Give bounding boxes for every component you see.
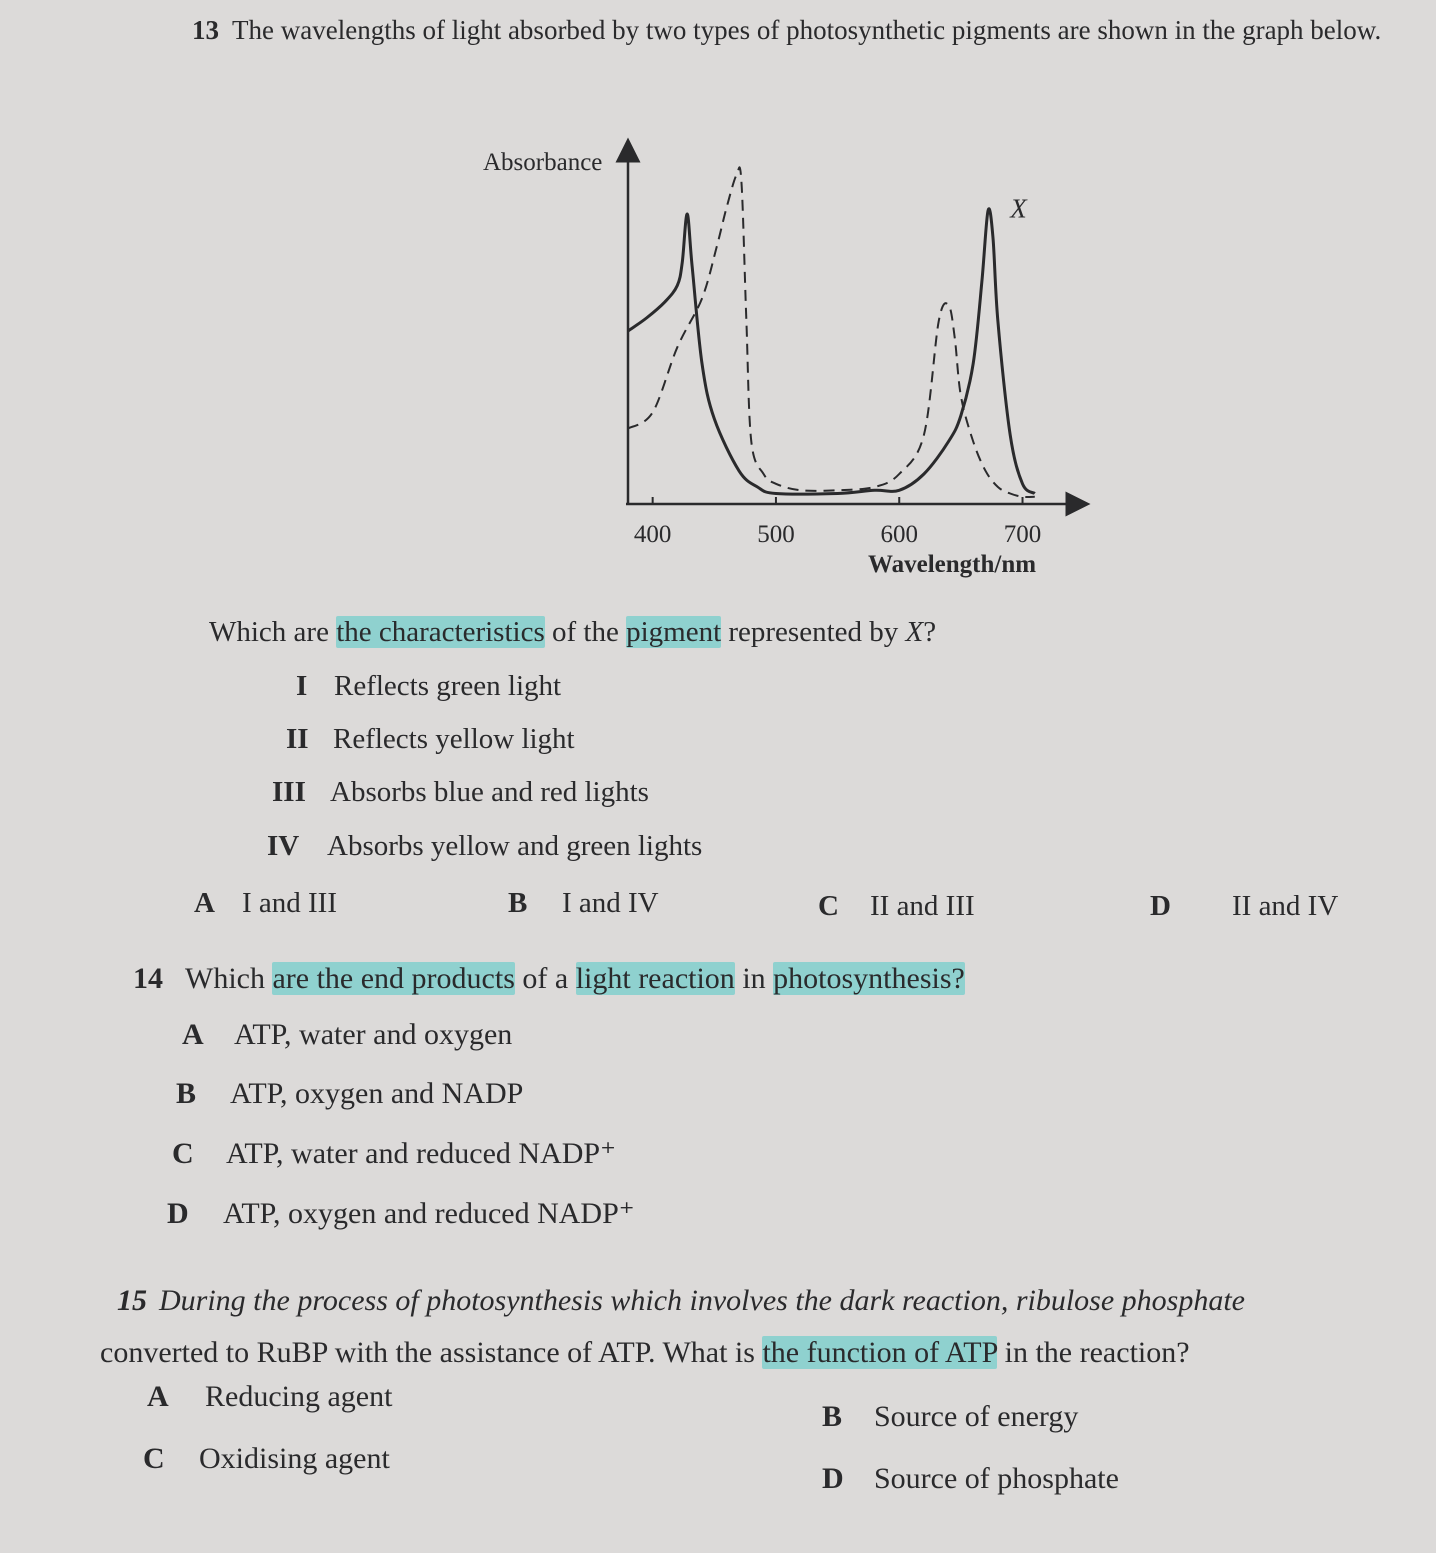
option-text: I and IV [562, 887, 659, 919]
q15-option-a[interactable] [147, 1380, 392, 1414]
q14-stem [133, 962, 965, 996]
q14-option-a[interactable] [182, 1018, 512, 1052]
statement-numeral: III [272, 776, 306, 808]
option-letter: A [194, 887, 215, 919]
curve-label-x: X [1010, 193, 1027, 224]
q14-number: 14 [133, 962, 163, 995]
option-text: ATP, water and oxygen [234, 1018, 513, 1051]
option-text: ATP, oxygen and NADP [230, 1077, 524, 1110]
q14-stem-part: of a [514, 962, 576, 995]
option-letter: D [167, 1197, 189, 1230]
option-text: Reducing agent [205, 1380, 393, 1413]
q13-option-c[interactable] [818, 890, 975, 923]
q14-option-c[interactable] [172, 1136, 616, 1171]
pigment-x-curve [628, 209, 1035, 494]
q14-option-d[interactable] [167, 1196, 635, 1231]
q13-question-highlight: the characteristics [336, 616, 545, 648]
q15-option-c[interactable] [143, 1442, 390, 1476]
q15-option-b[interactable] [822, 1400, 1078, 1434]
q14-stem-highlight: are the end products [272, 962, 515, 995]
statement-numeral: IV [267, 830, 300, 862]
option-text: Source of energy [874, 1400, 1079, 1433]
x-tick-label-700: 700 [1003, 521, 1042, 548]
q14-stem-highlight: photosynthesis? [773, 962, 965, 995]
q15-stem-part: in the reaction? [997, 1336, 1190, 1369]
option-letter: B [508, 887, 528, 919]
option-text: ATP, water and reduced NADP⁺ [226, 1137, 616, 1170]
y-axis-label: Absorbance [483, 149, 603, 176]
q13-statement-3 [272, 776, 649, 809]
statement-text: Absorbs yellow and green lights [327, 830, 703, 862]
option-letter: A [182, 1018, 204, 1051]
option-text: Source of phosphate [874, 1462, 1119, 1495]
option-text: I and III [242, 887, 338, 919]
x-tick-label-400: 400 [633, 521, 672, 548]
q15-stem-part: converted to RuBP with the assistance of ATP. What is [100, 1336, 763, 1369]
q15-stem-text: During the process of photosynthesis which involves the dark reaction, ribulose phosphate [159, 1284, 1245, 1317]
option-letter: C [143, 1442, 165, 1475]
q14-option-b[interactable] [176, 1077, 523, 1111]
q13-option-b[interactable] [508, 887, 659, 920]
q13-number: 13 [192, 15, 219, 45]
option-letter: A [147, 1380, 169, 1413]
q15-stem-line2 [100, 1336, 1190, 1370]
option-text: Oxidising agent [199, 1442, 390, 1475]
q13-stem-text: The wavelengths of light absorbed by two types of photosynthetic pigments are shown in the graph below. [232, 15, 1382, 45]
option-letter: B [176, 1077, 197, 1110]
q13-question [209, 616, 936, 649]
option-text: ATP, oxygen and reduced NADP⁺ [223, 1197, 635, 1230]
option-text: II and III [870, 890, 975, 922]
x-axis-label: Wavelength/nm [868, 551, 1037, 578]
q13-question-part: represented by [721, 616, 906, 648]
statement-numeral: II [286, 723, 309, 755]
q13-question-highlight: pigment [626, 616, 722, 648]
q13-option-a[interactable] [194, 887, 337, 920]
statement-text: Absorbs blue and red lights [330, 776, 649, 808]
q13-option-d[interactable] [1150, 890, 1338, 923]
option-letter: C [818, 890, 839, 922]
q13-question-part: Which are [209, 616, 337, 648]
q13-question-part: ? [923, 616, 937, 648]
absorbance-chart [0, 0, 1436, 600]
q15-number: 15 [117, 1284, 147, 1317]
option-letter: D [822, 1462, 844, 1495]
statement-text: Reflects yellow light [333, 723, 575, 755]
option-text: II and IV [1232, 890, 1339, 922]
q13-statement-2 [286, 723, 575, 756]
q14-stem-part: Which [185, 962, 273, 995]
statement-text: Reflects green light [334, 670, 562, 702]
q15-stem-highlight: the function of ATP [762, 1336, 998, 1369]
q14-stem-highlight: light reaction [575, 962, 735, 995]
q15-stem-line1 [117, 1284, 1245, 1318]
option-letter: C [172, 1137, 194, 1170]
q15-option-d[interactable] [822, 1462, 1119, 1496]
statement-numeral: I [296, 670, 308, 702]
q13-statement-4 [267, 830, 702, 863]
x-tick-label-500: 500 [757, 521, 795, 548]
x-tick-label-600: 600 [880, 521, 918, 548]
option-letter: B [822, 1400, 843, 1433]
q14-stem-part: in [734, 962, 774, 995]
q13-statement-1 [296, 670, 561, 703]
q13-question-var: X [905, 616, 924, 648]
q13-question-part: of the [544, 616, 627, 648]
option-letter: D [1150, 890, 1171, 922]
